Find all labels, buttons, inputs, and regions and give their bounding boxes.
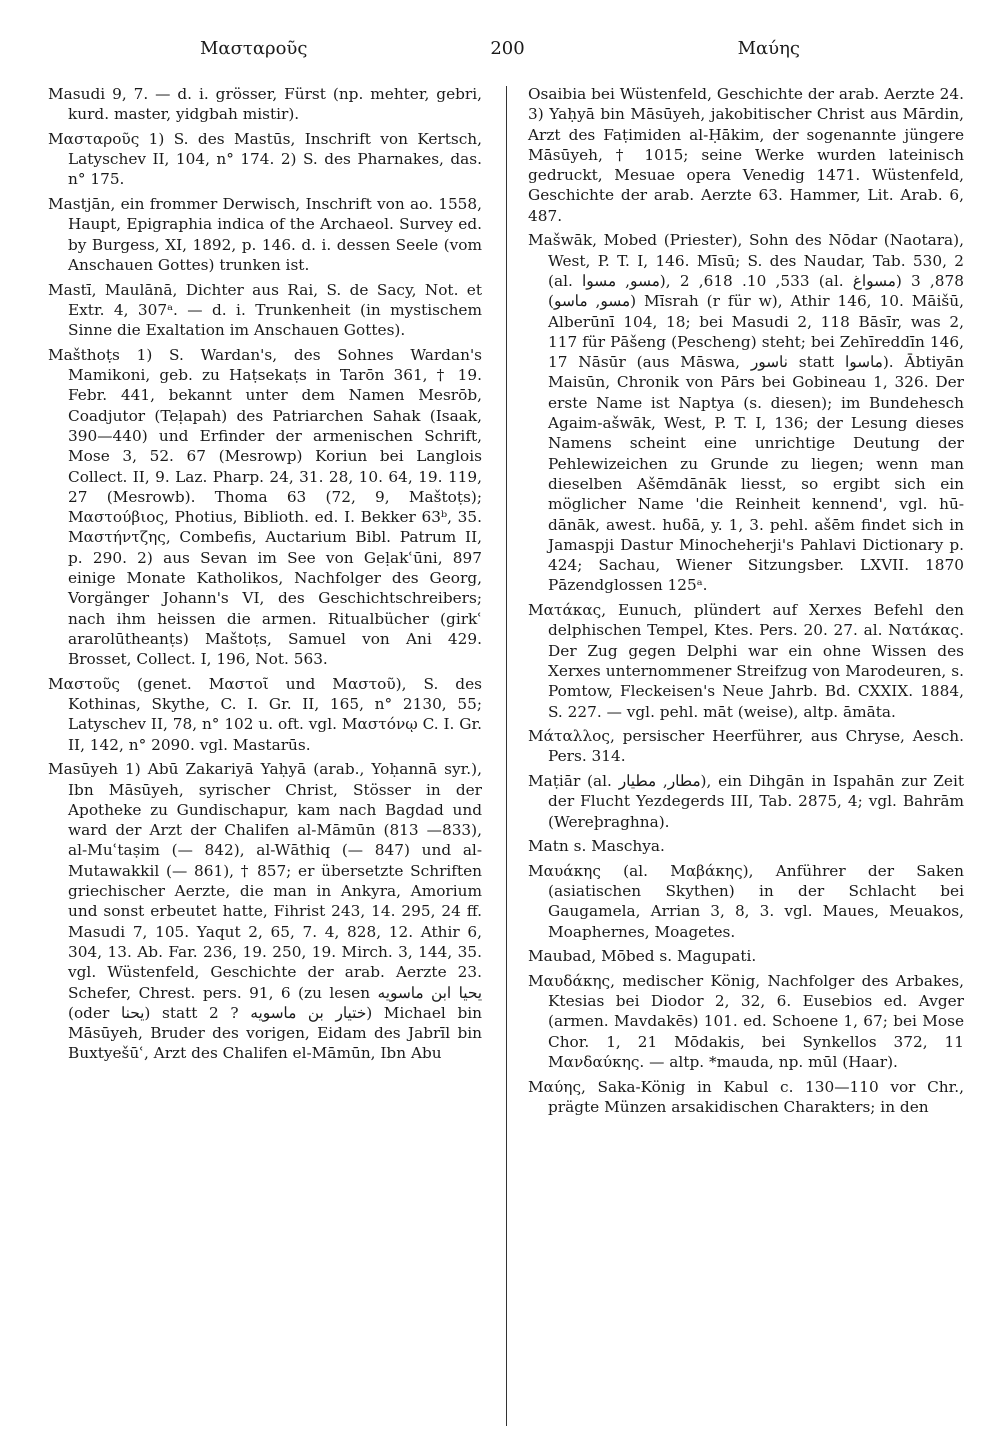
entry-mastous: Μαστοῦς (genet. Μαστοῖ und Μαστοῦ), S. des Kothinas, Skythe, C. I. Gr. II, 165, n° 2130, 55; Latyschev II, 78, n° 102 u. oft. vgl. Μαστόνῳ C. I. Gr. II, 142, n° 2090. vgl. Mastarūs. (48, 674, 482, 754)
entry-mashthots: Mašthoṭs 1) S. Wardan's, des Sohnes Wardan's Mamikoni, geb. zu Haṭsekaṭs in Tarōn 361, † 19. Febr. 441, bekannt unter dem Namen Mesrōb, Coadjutor (Teḷapah) des Patriarchen Sahak (Isaak, 390—440) und Erfinder der armenischen Schrift, Mose 3, 52. 67 (Mesrowp) Koriun bei Langlois Collect. II, 9. Laz. Pharp. 24, 31. 28, 10. 64, 19. 119, 27 (Mesrowb). Thoma 63 (72, 9, Maštoṭs); Μαστούβιος, Photius, Biblioth. ed. I. Bekker 63ᵇ, 35. Μαστήντζης, Combefis, Auctarium Bibl. Patrum II, p. 290. 2) aus Sevan im See von Geḷakʿūni, 897 einige Monate Katholikos, Nachfolger des Georg, Vorgänger Johann's VI, des Geschichtschreibers; nach ihm heissen die armen. Ritualbücher (girkʿ ararolūtheanṭs) Maštoṭs, Samuel von Ani 429. Brosset, Collect. I, 196, Not. 563. (48, 345, 482, 669)
entry-mastjan: Mastjān, ein frommer Derwisch, Inschrift von ao. 1558, Haupt, Epigraphia indica of the Archaeol. Survey ed. by Burgess, XI, 1892, p. 146. d. i. dessen Seele (vom Anschauen Gottes) trunken ist. (48, 195, 482, 274)
column-divider (506, 86, 507, 1426)
right-column (528, 84, 964, 1122)
entry-maues: Μαύης, Saka-König in Kabul c. 130—110 vor Chr., prägte Münzen arsakidischen Charakters; in den (528, 1077, 964, 1116)
left-column (48, 84, 482, 1068)
entry-maudakes: Μαυδάκης, medischer König, Nachfolger des Arbakes, Ktesias bei Diodor 2, 32, 6. Eusebios ed. Avger (armen. Mavdakēs) 101. ed. Schoene 1, 67; bei Mose Chor. 1, 21 Mōdakis, bei Synkellos 372, 11 Μανδαύκης. — altp. *mauda, np. mūl (Haar). (528, 971, 964, 1072)
entry-mauakes: Μαυάκης (al. Μαβάκης), Anführer der Saken (asiatischen Skythen) in der Schlacht bei Gaugamela, Arrian 3, 8, 3. vgl. Maues, Meuakos, Moaphernes, Moagetes. (528, 861, 964, 941)
entry-masti: Mastī, Maulānā, Dichter aus Rai, S. de Sacy, Not. et Extr. 4, 307ᵃ. — d. i. Trunkenheit (in mystischem Sinne die Exaltation im Anschauen Gottes). (48, 280, 482, 340)
entry-masuyeh: Masūyeh 1) Abū Zakariyā Yaḥyā (arab., Yoḥannā syr.), Ibn Māsūyeh, syrischer Christ, Stösser in der Apotheke zu Gundischapur, kam nach Bagdad und ward der Arzt der Chalifen al-Māmūn (813 —833), al-Muʿtaṣim (— 842), al-Wāthiq (— 847) und al-Mutawakkil (— 861), † 857; er übersetzte Schriften griechischer Aerzte, die man in Ankyra, Amorium und sonst erbeutet hatte, Fihrist 243, 14. 295, 24 ff. Masudi 7, 105. Yaqut 2, 65, 7. 4, 828, 12. Athir 6, 304, 13. Ab. Far. 236, 19. 250, 19. Mirch. 3, 144, 35. vgl. Wüstenfeld, Geschichte der arab. Aerzte 23. Schefer, Chrest. pers. 91, 6 (zu lesen يحيا ابن ماسويه (oder يحنا) statt ختيار بن ماسويه ? 2) Michael bin Māsūyeh, Bruder des vorigen, Eidam des Jabrīl bin Buxtyešūʿ, Arzt des Chalifen el-Māmūn, Ibn Abu (48, 760, 482, 1063)
page-header (50, 38, 965, 66)
entry-masuyeh-continuation: Osaibia bei Wüstenfeld, Geschichte der arab. Aerzte 24. 3) Yaḥyā bin Māsūyeh, jakobitischer Christ aus Mārdin, Arzt des Faṭimiden al-Ḥākim, der sogenannte jüngere Māsūyeh, † 1015; seine Werke wurden lateinisch gedruckt, Mesuae opera Venedig 1471. Wüstenfeld, Geschichte der arab. Aerzte 63. Hammer, Lit. Arab. 6, 487. (528, 85, 964, 225)
header-left-keyword: Μασταροῦς (200, 38, 308, 59)
header-right-keyword: Μαύης (737, 38, 800, 59)
entry-mashwak: Mašwāk, Mobed (Priester), Sohn des Nōdar (Naotara), West, P. T. I, 146. Mīsū; S. des Naudar, Tab. 530, 2 (al. مسو, مسوا), 533, 10. 618, 2 (al. مسواغ) 878, 3 (مسو, ماسو) Mīsrah (r für w), Athir 146, 10. Māišū, Alberūnī 104, 18; bei Masudi 2, 118 Bāsīr, was 2, 117 für Pāšeng (Pescheng) steht; bei Zehīreddīn 146, 17 Nāsūr (aus Māswa, ناسور statt ماسوا). Ābtiyān Maisūn, Chronik von Pārs bei Gobineau 1, 326. Der erste Name ist Naptya (s. diesen); im Bundehesch Agaim-ašwāk, West, P. T. I, 136; der Lesung dieses Namens scheint eine unrichtige Deutung der Pehlewizeichen zu Grunde zu liegen; wenn man dieselben Ašēmdānāk liesst, so ergibt sich ein möglicher Name 'die Reinheit kennend', vgl. hū-dānāk, awest. huδā, y. 1, 3. pehl. ašēm findet sich in Jamaspji Dastur Minocheherji's Pahlavi Dictionary p. 424; Sachau, Wiener Sitzungsber. LXVII. 1870 Pāzendglossen 125ᵃ. (528, 231, 965, 595)
entry-masudi-continuation: Masudi 9, 7. — d. i. grösser, Fürst (np. mehter, gebri, kurd. master, yidgbah mistir). (48, 85, 482, 124)
entry-matiar: Maṭiār (al. مطار, مطيار), ein Dihgān in Ispahān zur Zeit der Flucht Yezdegerds III, Tab. 2875, 4; vgl. Bahrām (Wereþraghna). (528, 771, 965, 831)
entry-mastarous: Μασταροῦς 1) S. des Mastūs, Inschrift von Kertsch, Latyschev II, 104, n° 174. 2) S. des Pharnakes, das. n° 175. (48, 129, 482, 189)
entry-maubad: Maubad, Mōbed s. Magupati. (528, 947, 757, 966)
page-number: 200 (490, 38, 525, 59)
entry-matakas: Ματάκας, Eunuch, plündert auf Xerxes Befehl den delphischen Tempel, Ktes. Pers. 20. 27. al. Νατάκας. Der Zug gegen Delphi war ein ohne Wissen des Xerxes unternommener Streifzug von Marodeuren, s. Pomtow, Fleckeisen's Neue Jahrb. Bd. CXXIX. 1884, S. 227. — vgl. pehl. māt (weise), altp. āmāta. (528, 601, 964, 721)
entry-matn: Matn s. Maschya. (528, 837, 665, 856)
entry-matallos: Μάταλλος, persischer Heerführer, aus Chryse, Aesch. Pers. 314. (528, 727, 964, 766)
